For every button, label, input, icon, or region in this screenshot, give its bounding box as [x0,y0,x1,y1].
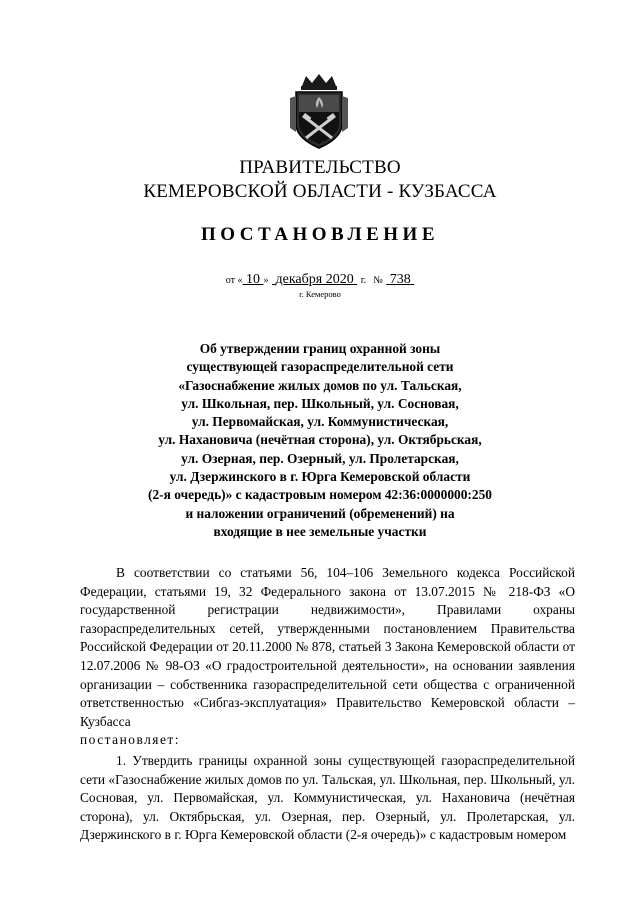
preamble-paragraph: В соответствии со статьями 56, 104–106 Земельного кодекса Российской Федерации, статьями 19, 32 Федерального закона от 13.07.2015 № 218-ФЗ «О государственной регистрации недвижимости», Правилами охраны газораспределительных сетей, утвержденными постановлением Правительства Российской Федерации от 20.11.2000 № 878, статьей 3 Закона Кемеровской области от 12.07.2006 № 98-ОЗ «О градостроительной деятельности», на основании заявления организации – собственника газораспределительной сети общества с ограниченной ответственностью «Сибгаз-эксплуатация» Правительство Кемеровской области – Кузбасса [80,565,575,729]
document-number: 738 [389,272,411,287]
subject-line: ул. Первомайская, ул. Коммунистическая, [191,414,449,430]
subject-line: ул. Дзержинского в г. Юрга Кемеровской области [169,469,471,485]
document-body [80,564,575,845]
date-day: 10 [246,272,260,287]
region-title: КЕМЕРОВСКОЙ ОБЛАСТИ - КУЗБАССА [143,181,497,202]
subject-line: входящие в нее земельные участки [213,523,427,539]
date-year-suffix: г. [360,275,367,286]
item-1-paragraph: 1. Утвердить границы охранной зоны существующей газораспределительной сети «Газоснабжение жилых домов по ул. Тальская, ул. Школьная, пер. Школьный, ул. Сосновая, ул. Первомайская, ул. Коммунистическая, ул. Нахановича (нечётная сторона), ул. Октябрьская, ул. Озерная, пер. Озерный, ул. Пролетарская, ул. Дзержинского в г. Юрга Кемеровской области (2-я очередь)» с кадастровым номером [80,752,575,843]
subject-line: и наложении ограничений (обременений) на [185,505,455,521]
government-title: ПРАВИТЕЛЬСТВО [239,157,401,178]
document-subject [100,340,540,541]
subject-line: ул. Озерная, пер. Озерный, ул. Пролетарская, [181,450,459,466]
coat-of-arms-icon [284,72,354,152]
number-label: № [373,275,383,286]
date-close-quote: » [263,275,269,286]
subject-line: существующей газораспределительной сети [186,359,454,375]
subject-line: (2-я очередь)» с кадастровым номером 42:36:0000000:250 [148,487,492,503]
city-label: г. Кемерово [299,289,341,299]
subject-line: ул. Школьная, пер. Школьный, ул. Сосновая, [181,395,459,411]
date-month-year: декабря 2020 [275,272,354,287]
date-from-label: от « [225,275,243,286]
document-type-title: ПОСТАНОВЛЕНИЕ [200,224,440,245]
subject-line: ул. Нахановича (нечётная сторона), ул. Октябрьская, [158,432,482,448]
subject-line: «Газоснабжение жилых домов по ул. Тальская, [178,377,462,393]
subject-line: Об утверждении границ охранной зоны [199,341,441,356]
resolves-text: постановляет: [80,732,180,748]
date-line [0,272,640,289]
